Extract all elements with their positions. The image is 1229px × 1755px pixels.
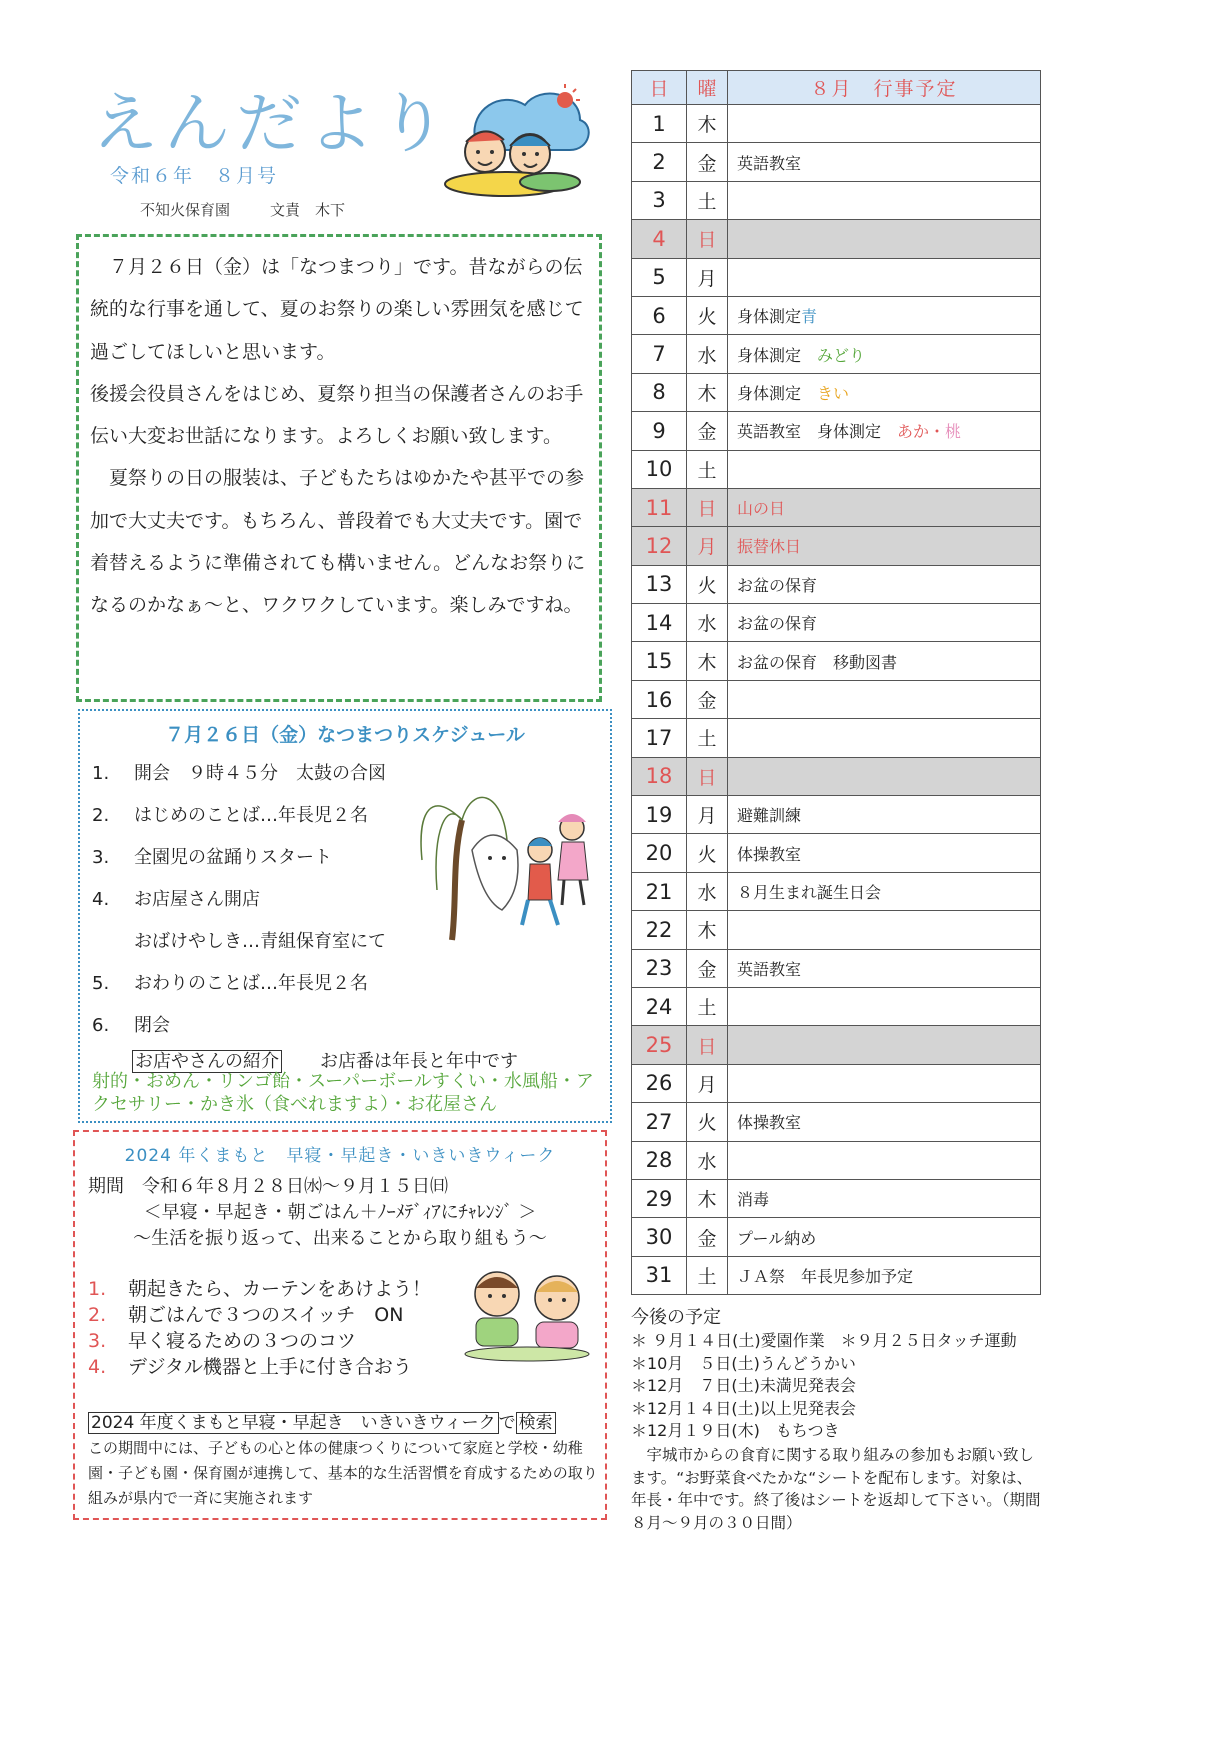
calendar-row <box>632 1256 1041 1294</box>
calendar-weekday: 月 <box>687 1064 728 1102</box>
week-points <box>88 1276 431 1380</box>
calendar-event: プール納め <box>728 1218 1041 1256</box>
willow-ghost-illustration <box>412 780 604 948</box>
schedule-item: 4. お店屋さん開店 <box>92 889 260 910</box>
calendar-row <box>632 143 1041 181</box>
calendar-event: 身体測定 きい <box>728 373 1041 411</box>
children-eating-illustration <box>462 1262 592 1362</box>
calendar-weekday: 水 <box>687 335 728 373</box>
calendar-event <box>728 181 1041 219</box>
greeting-text <box>90 246 596 627</box>
calendar-event <box>728 911 1041 949</box>
calendar-row <box>632 604 1041 642</box>
calendar-day: 10 <box>632 450 687 488</box>
calendar-row <box>632 181 1041 219</box>
author-line <box>140 199 345 220</box>
calendar-event: お盆の保育 <box>728 604 1041 642</box>
calendar-day: 27 <box>632 1103 687 1141</box>
calendar-event <box>728 1064 1041 1102</box>
calendar-weekday: 水 <box>687 1141 728 1179</box>
nursery-name: 不知火保育園 <box>140 201 231 219</box>
week-subtitle: ～生活を振り返って、出来ることから取り組もう～ <box>133 1228 547 1249</box>
search-button: 検索 <box>516 1412 556 1434</box>
upcoming-item: ＊12月１４日(土)以上児発表会 <box>631 1398 856 1418</box>
calendar-day: 30 <box>632 1218 687 1256</box>
calendar-day: 31 <box>632 1256 687 1294</box>
calendar-weekday: 火 <box>687 1103 728 1141</box>
schedule-item: 2. はじめのことば…年長児２名 <box>92 805 368 826</box>
calendar-day: 18 <box>632 757 687 795</box>
calendar-row <box>632 1179 1041 1217</box>
calendar-event <box>728 719 1041 757</box>
calendar-weekday: 火 <box>687 565 728 603</box>
calendar-day: 5 <box>632 258 687 296</box>
calendar-day: 4 <box>632 220 687 258</box>
upcoming-item: ＊12月 ７日(土)未満児発表会 <box>631 1376 856 1395</box>
upcoming-note: 宇城市からの食育に関する取り組みの参加もお願い致します。“お野菜食べたかな“シートを配布します。対象は、年長・年中です。終了後はシートを返却して下さい。（期間８月～９月の３０日間） <box>631 1446 1041 1532</box>
calendar-row <box>632 680 1041 718</box>
calendar-day: 2 <box>632 143 687 181</box>
calendar-row <box>632 796 1041 834</box>
schedule-item: 6. 閉会 <box>92 1015 170 1036</box>
calendar-day: 24 <box>632 987 687 1025</box>
calendar-weekday: 木 <box>687 373 728 411</box>
search-phrase: 2024 年度くまもと早寝・早起き いきいきウィーク で 検索 <box>88 1408 556 1433</box>
calendar-event: 英語教室 <box>728 143 1041 181</box>
search-keyword: 2024 年度くまもと早寝・早起き いきいきウィーク <box>88 1412 499 1434</box>
calendar-weekday: 月 <box>687 258 728 296</box>
calendar-day: 21 <box>632 872 687 910</box>
calendar-weekday: 月 <box>687 796 728 834</box>
calendar-day: 22 <box>632 911 687 949</box>
calendar-event: 振替休日 <box>728 527 1041 565</box>
calendar-event <box>728 258 1041 296</box>
week-point: 2. 朝ごはんで３つのスイッチ ON <box>88 1304 404 1326</box>
week-description: この期間中には、子どもの心と体の健康つくりについて家庭と学校・幼稚園・子ども園・保育園が連携して、基本的な生活習慣を育成するための取り組みが県内で一斉に実施されます <box>88 1439 598 1507</box>
newsletter-title: えんだより <box>92 85 452 162</box>
calendar-day: 17 <box>632 719 687 757</box>
upcoming-item: ＊10月 ５日(土)うんどうかい <box>631 1353 856 1373</box>
calendar-row <box>632 987 1041 1025</box>
calendar-weekday: 木 <box>687 642 728 680</box>
calendar-event <box>728 987 1041 1025</box>
calendar-weekday: 金 <box>687 949 728 987</box>
schedule-item: 5. おわりのことば…年長児２名 <box>92 973 368 994</box>
calendar-day: 8 <box>632 373 687 411</box>
calendar-weekday: 金 <box>687 143 728 181</box>
header-title: ８月 行事予定 <box>728 71 1041 105</box>
measurement-group-tag: 青 <box>801 307 818 327</box>
calendar-body <box>632 105 1041 1295</box>
calendar-row <box>632 1064 1041 1102</box>
calendar-weekday: 月 <box>687 527 728 565</box>
event-calendar <box>631 70 1041 1295</box>
calendar-row <box>632 220 1041 258</box>
calendar-weekday: 金 <box>687 412 728 450</box>
calendar-row <box>632 1103 1041 1141</box>
calendar-event: 英語教室 身体測定 あか・桃 <box>728 412 1041 450</box>
upcoming-item: ＊ ９月１４日(土)愛園作業 ＊９月２５日タッチ運動 <box>631 1331 1017 1350</box>
calendar-event: お盆の保育 移動図書 <box>728 642 1041 680</box>
header-weekday: 曜 <box>687 71 728 105</box>
calendar-row <box>632 719 1041 757</box>
calendar-row <box>632 1026 1041 1064</box>
schedule-item: 3. 全園児の盆踊りスタート <box>92 847 332 868</box>
calendar-day: 7 <box>632 335 687 373</box>
calendar-event: 山の日 <box>728 488 1041 526</box>
calendar-day: 1 <box>632 105 687 143</box>
calendar-event: 英語教室 <box>728 949 1041 987</box>
calendar-event <box>728 105 1041 143</box>
calendar-row <box>632 565 1041 603</box>
measurement-group-tag: 桃 <box>945 422 962 442</box>
calendar-row <box>632 258 1041 296</box>
calendar-event <box>728 1141 1041 1179</box>
calendar-weekday: 火 <box>687 296 728 334</box>
shop-note: お店番は年長と年中です <box>320 1051 518 1072</box>
calendar-event: 身体測定 みどり <box>728 335 1041 373</box>
week-point: 3. 早く寝るための３つのコツ <box>88 1330 357 1352</box>
schedule-item: 1. 開会 ９時４５分 太鼓の合図 <box>92 763 386 784</box>
calendar-day: 15 <box>632 642 687 680</box>
calendar-weekday: 日 <box>687 1026 728 1064</box>
calendar-day: 20 <box>632 834 687 872</box>
calendar-row <box>632 488 1041 526</box>
calendar-event <box>728 1026 1041 1064</box>
calendar-event <box>728 757 1041 795</box>
calendar-weekday: 木 <box>687 105 728 143</box>
week-period: 期間 令和６年８月２８日㈬～９月１５日㈰ <box>88 1176 448 1197</box>
calendar-row <box>632 105 1041 143</box>
calendar-row <box>632 412 1041 450</box>
calendar-event: 体操教室 <box>728 1103 1041 1141</box>
measurement-group-tag: みどり <box>817 345 866 365</box>
calendar-header-row <box>632 71 1041 105</box>
calendar-row <box>632 1141 1041 1179</box>
calendar-event <box>728 450 1041 488</box>
header-day: 日 <box>632 71 687 105</box>
calendar-day: 16 <box>632 680 687 718</box>
week-point: 1. 朝起きたら、カーテンをあけよう！ <box>88 1278 432 1300</box>
calendar-row <box>632 949 1041 987</box>
calendar-day: 28 <box>632 1141 687 1179</box>
calendar-event: お盆の保育 <box>728 565 1041 603</box>
calendar-row <box>632 335 1041 373</box>
calendar-weekday: 土 <box>687 719 728 757</box>
upcoming-list <box>631 1330 1051 1443</box>
calendar-day: 9 <box>632 412 687 450</box>
calendar-weekday: 水 <box>687 604 728 642</box>
schedule-list <box>92 758 452 1052</box>
week-point: 4. デジタル機器と上手に付き合おう <box>88 1356 412 1378</box>
calendar-day: 13 <box>632 565 687 603</box>
calendar-weekday: 日 <box>687 488 728 526</box>
calendar-day: 29 <box>632 1179 687 1217</box>
calendar-weekday: 土 <box>687 987 728 1025</box>
kids-mascot-illustration <box>430 80 600 200</box>
calendar-row <box>632 911 1041 949</box>
calendar-event: 身体測定青 <box>728 296 1041 334</box>
upcoming-item: ＊12月１９日(木) もちつき <box>631 1421 840 1440</box>
calendar-row <box>632 450 1041 488</box>
calendar-weekday: 日 <box>687 220 728 258</box>
calendar-row <box>632 757 1041 795</box>
calendar-weekday: 日 <box>687 757 728 795</box>
week-title: 2024 年くまもと 早寝・早起き・いきいきウィーク <box>124 1146 556 1166</box>
calendar-event: ８月生まれ誕生日会 <box>728 872 1041 910</box>
calendar-day: 25 <box>632 1026 687 1064</box>
calendar-weekday: 土 <box>687 450 728 488</box>
upcoming-heading: 今後の予定 <box>631 1307 721 1328</box>
calendar-weekday: 金 <box>687 1218 728 1256</box>
calendar-row <box>632 642 1041 680</box>
calendar-weekday: 木 <box>687 911 728 949</box>
calendar-row <box>632 527 1041 565</box>
calendar-row <box>632 296 1041 334</box>
greeting-paragraph: ７月２６日（金）は「なつまつり」です。昔ながらの伝統的な行事を通して、夏のお祭りの楽しい雰囲気を感じて過ごしてほしいと思います。 <box>90 256 584 363</box>
calendar-day: 14 <box>632 604 687 642</box>
calendar-day: 23 <box>632 949 687 987</box>
calendar-day: 26 <box>632 1064 687 1102</box>
calendar-day: 11 <box>632 488 687 526</box>
calendar-event: 消毒 <box>728 1179 1041 1217</box>
calendar-weekday: 火 <box>687 834 728 872</box>
calendar-day: 6 <box>632 296 687 334</box>
measurement-group-tag: ・ <box>929 422 946 442</box>
calendar-row <box>632 834 1041 872</box>
shop-list: 射的・おめん・リンゴ飴・スーパーボールすくい・水風船・アクセサリー・かき氷（食べれますよ）・お花屋さん <box>92 1071 594 1115</box>
calendar-weekday: 土 <box>687 1256 728 1294</box>
calendar-weekday: 金 <box>687 680 728 718</box>
shop-label: お店やさんの紹介 <box>132 1050 282 1073</box>
calendar-event <box>728 680 1041 718</box>
calendar-event: 避難訓練 <box>728 796 1041 834</box>
calendar-row <box>632 373 1041 411</box>
measurement-group-tag: あか <box>897 422 930 442</box>
week-subtitle: ＜早寝・早起き・朝ごはん＋ﾉｰﾒﾃﾞｨｱにﾁｬﾚﾝｼﾞ ＞ <box>143 1202 537 1223</box>
greeting-paragraph: 夏祭りの日の服装は、子どもたちはゆかたや甚平での参加で大丈夫です。もちろん、普段着でも大丈夫です。園で着替えるように準備されても構いません。どんなお祭りになるのかなぁ～と、ワクワクしています。楽しみですね。 <box>90 467 586 617</box>
calendar-weekday: 木 <box>687 1179 728 1217</box>
calendar-event <box>728 220 1041 258</box>
calendar-row <box>632 1218 1041 1256</box>
schedule-item: おばけやしき…青組保育室にて <box>134 931 386 952</box>
calendar-weekday: 土 <box>687 181 728 219</box>
calendar-day: 3 <box>632 181 687 219</box>
calendar-event: ＪＡ祭 年長児参加予定 <box>728 1256 1041 1294</box>
issue-label: 令和６年 ８月号 <box>110 165 279 187</box>
greeting-paragraph: 後援会役員さんをはじめ、夏祭り担当の保護者さんのお手伝い大変お世話になります。よろしくお願い致します。 <box>90 382 584 448</box>
measurement-group-tag: きい <box>817 383 850 403</box>
calendar-row <box>632 872 1041 910</box>
calendar-day: 12 <box>632 527 687 565</box>
schedule-title: ７月２６日（金）なつまつりスケジュール <box>165 724 525 746</box>
author-name: 文責 木下 <box>270 201 346 219</box>
calendar-weekday: 水 <box>687 872 728 910</box>
calendar-day: 19 <box>632 796 687 834</box>
calendar-event: 体操教室 <box>728 834 1041 872</box>
